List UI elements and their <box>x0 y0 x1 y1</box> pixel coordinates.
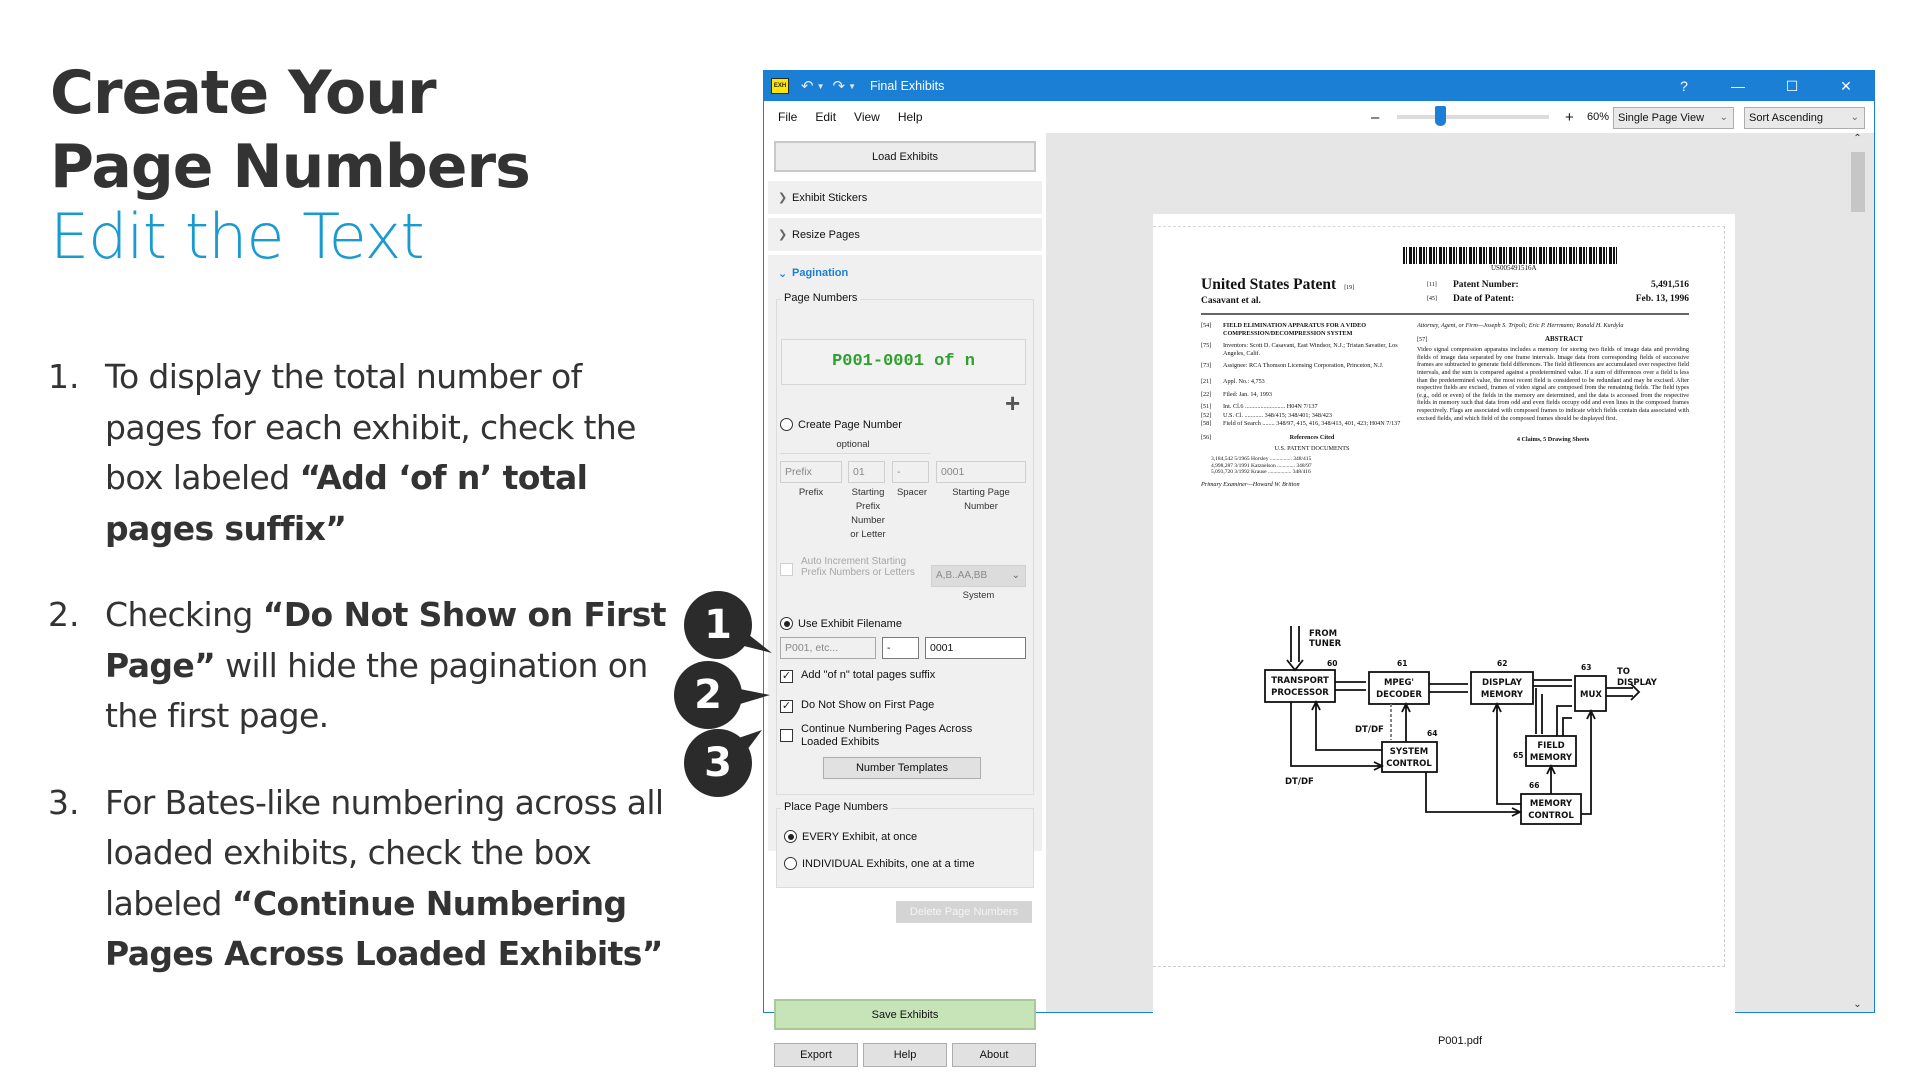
label: Patent Number: <box>1453 280 1519 290</box>
individual-exhibits-radio[interactable] <box>784 857 975 870</box>
group-label: Page Numbers <box>781 292 860 304</box>
patent-number: 5,491,516 <box>1651 280 1689 290</box>
zoom-in-button[interactable]: + <box>1565 108 1574 126</box>
checkbox-checked[interactable]: ✓ <box>781 670 792 682</box>
divider <box>780 453 930 454</box>
save-exhibits-button[interactable]: Save Exhibits <box>774 999 1036 1030</box>
references-list <box>1201 456 1401 476</box>
step-text-plain: Checking <box>105 595 263 634</box>
item-text: Filed: Jan. 14, 1993 <box>1223 390 1272 398</box>
svg-text:60: 60 <box>1327 659 1338 668</box>
checkbox[interactable] <box>780 563 793 576</box>
heading-tag: [19] <box>1344 285 1355 291</box>
slide-subtitle: Edit the Text <box>50 200 424 273</box>
menu-view[interactable]: View <box>854 110 880 124</box>
add-of-n-suffix-checkbox[interactable] <box>780 669 935 682</box>
starting-prefix-label: Starting Prefix Number or Letter <box>850 487 886 540</box>
tag: [73] <box>1201 362 1212 370</box>
abstract-title: ABSTRACT <box>1544 334 1584 343</box>
menu-help[interactable]: Help <box>897 110 923 124</box>
help-button[interactable]: Help <box>863 1043 947 1067</box>
number-templates-button[interactable]: Number Templates <box>823 757 981 779</box>
add-plus-icon[interactable]: + <box>1005 388 1021 418</box>
prefix-label: Prefix <box>798 487 824 498</box>
checkbox-label: Do Not Show on First Page <box>801 699 935 711</box>
prefix-input[interactable]: Prefix <box>780 461 842 483</box>
zoom-out-button[interactable]: – <box>1371 108 1380 126</box>
undo-icon[interactable]: ↶ <box>801 78 814 95</box>
minimize-button[interactable]: — <box>1731 78 1745 94</box>
step-text-plain: To display the total number of pages for each exhibit, check the box labeled <box>105 357 636 497</box>
app-logo-icon: EXH <box>771 78 789 94</box>
step-number: 3. <box>48 782 80 822</box>
menu-bar <box>764 101 1874 133</box>
callout-2: 2 <box>674 661 742 729</box>
about-button[interactable]: About <box>952 1043 1036 1067</box>
step-text-bold: “Add ‘of n’ total pages suffix” <box>105 458 588 548</box>
instruction-list <box>48 352 668 1016</box>
callout-1: 1 <box>684 591 752 659</box>
svg-text:MPEG': MPEG' <box>1383 678 1415 688</box>
svg-text:63: 63 <box>1581 663 1592 672</box>
radio-button[interactable] <box>784 857 797 870</box>
system-label: System <box>962 590 995 601</box>
document-filename: P001.pdf <box>1437 1035 1483 1047</box>
reference-row: 5,093,720 3/1992 Krause ................. 348/416 <box>1211 469 1311 476</box>
help-icon[interactable]: ? <box>1680 78 1688 94</box>
svg-text:64: 64 <box>1427 729 1438 738</box>
optional-label: optional <box>836 439 870 450</box>
spacer-input[interactable]: - <box>892 461 929 483</box>
radio-label: EVERY Exhibit, at once <box>802 830 918 843</box>
svg-text:65: 65 <box>1513 751 1524 760</box>
instruction-step-3 <box>48 778 668 980</box>
tag: [57] <box>1417 335 1428 343</box>
scroll-down-icon[interactable]: ⌄ <box>1853 999 1862 1010</box>
chevron-right-icon: ❯ <box>778 192 788 204</box>
zoom-control <box>1371 101 1609 133</box>
attorney: Attorney, Agent, or Firm—Joseph S. Tripoli; Eric P. Herrmann; Ronald H. Kurdyla <box>1417 322 1624 329</box>
svg-text:FIELD: FIELD <box>1537 741 1565 751</box>
svg-text:PROCESSOR: PROCESSOR <box>1271 688 1329 698</box>
pagination-panel <box>768 283 1042 918</box>
step-text <box>105 352 668 554</box>
checkbox-label: Auto Increment Starting Prefix Numbers or Letters <box>801 556 915 578</box>
item-text: Inventors: Scott D. Casavant, East Windsor, N.J.; Tristan Savatier, Los Angeles, Calif. <box>1223 342 1398 357</box>
svg-text:MEMORY: MEMORY <box>1529 799 1573 809</box>
close-button[interactable]: ✕ <box>1840 77 1852 94</box>
step-text-bold: “Continue Numbering Pages Across Loaded Exhibits” <box>105 883 663 973</box>
document-authors: Casavant et al. <box>1201 296 1261 306</box>
patent-date: Feb. 13, 1996 <box>1635 294 1689 304</box>
chevron-down-icon: ⌄ <box>1719 112 1728 123</box>
filename-prefix-input[interactable]: P001, etc... <box>780 637 876 659</box>
chevron-down-icon: ⌄ <box>1850 112 1859 123</box>
group-label: Place Page Numbers <box>781 801 891 813</box>
step-text <box>105 778 668 980</box>
zoom-slider-thumb[interactable] <box>1435 106 1446 126</box>
svg-text:TRANSPORT: TRANSPORT <box>1271 676 1329 686</box>
svg-text:DT/DF: DT/DF <box>1355 725 1384 735</box>
svg-text:SYSTEM: SYSTEM <box>1389 747 1429 757</box>
reference-row: 3,184,542 5/1965 Horsley ................ 348/415 <box>1211 456 1312 463</box>
svg-text:DISPLAY: DISPLAY <box>1482 678 1522 688</box>
load-exhibits-button[interactable]: Load Exhibits <box>774 141 1036 172</box>
undo-dropdown-icon[interactable]: ▼ <box>816 81 825 91</box>
section-label: Exhibit Stickers <box>792 191 868 204</box>
instruction-step-2 <box>48 590 668 742</box>
item-text: References Cited <box>1289 433 1335 441</box>
radio-button[interactable] <box>784 830 797 843</box>
step-text-plain: will hide the pagination on the first page. <box>105 645 648 735</box>
create-page-number-radio[interactable] <box>780 418 902 431</box>
chevron-down-icon: ⌄ <box>778 267 788 280</box>
export-button[interactable]: Export <box>774 1043 858 1067</box>
checkbox-label: Continue Numbering Pages Across Loaded Exhibits <box>801 723 973 748</box>
left-column <box>1201 322 1401 488</box>
starting-page-number-label: Starting Page Number <box>952 487 1010 512</box>
tag: [54] <box>1201 322 1212 329</box>
svg-text:DISPLAY: DISPLAY <box>1617 678 1657 688</box>
checkbox-checked[interactable]: ✓ <box>781 700 792 712</box>
abstract-text: Video signal compression apparatus includes a memory for storing two fields of image data and providing fields of image data separated by one frame intervals. Image data from corresponding fields of successive frames are subtracted to generate field differences. The field differences are accumulated over respective field intervals, and the sum is compared against a predetermined value. If a sum of differences over a field is less than the predetermined value, the most recent field is considered to be redundant and may be excised. After respective fields are excised, frames of video signal are composed from the remaining fields. The field types (e.g., odd or even) of the fields in the memory are determined, and the data is accessed from the respective fields in memory such that data from odd and even fields occupy odd and even lines in the composed frames respectively. Flags are associated with composed frames to indicate which fields contain data associated with excised fields, and which field of the composed frames should be displayed first. <box>1417 346 1689 422</box>
place-page-numbers-group <box>776 801 1034 888</box>
auto-increment-checkbox[interactable] <box>780 556 920 578</box>
delete-page-numbers-button[interactable]: Delete Page Numbers <box>896 901 1032 923</box>
window-title: Final Exhibits <box>870 79 945 93</box>
menu-file[interactable]: File <box>778 110 798 124</box>
svg-text:MEMORY: MEMORY <box>1529 753 1573 763</box>
item-text: Int. Cl.6 .......................... H04N 7/137 <box>1223 403 1318 411</box>
tag: [75] <box>1201 342 1212 350</box>
radio-button[interactable] <box>780 418 793 431</box>
spacer-label: Spacer <box>896 487 928 498</box>
svg-text:62: 62 <box>1497 659 1508 668</box>
document-page <box>1153 214 1735 1017</box>
tag: [45] <box>1427 296 1437 302</box>
svg-text:TUNER: TUNER <box>1309 639 1342 649</box>
scroll-up-icon[interactable]: ⌃ <box>1853 133 1862 144</box>
sort-select[interactable] <box>1744 107 1865 129</box>
every-exhibit-radio[interactable] <box>784 830 917 843</box>
left-panel <box>764 133 1044 1061</box>
claims-summary: 4 Claims, 5 Drawing Sheets <box>1516 436 1590 444</box>
reference-row: 4,998,287 3/1991 Katznelson ............. 348/97 <box>1211 462 1312 469</box>
numbering-system-select[interactable] <box>931 565 1026 587</box>
tag: [11] <box>1427 282 1437 288</box>
zoom-value: 60% <box>1587 111 1610 123</box>
svg-text:MEMORY: MEMORY <box>1480 690 1524 700</box>
filename-start-number-input[interactable]: 0001 <box>925 637 1026 659</box>
filename-spacer-input[interactable]: - <box>882 637 919 659</box>
svg-text:61: 61 <box>1397 659 1408 668</box>
examiner: Primary Examiner—Howard W. Britton <box>1201 480 1300 488</box>
view-mode-value: Single Page View <box>1618 112 1705 124</box>
item-text: Appl. No.: 4,753 <box>1223 377 1265 385</box>
barcode <box>1403 247 1619 264</box>
from-tuner-label: FROM <box>1309 629 1338 639</box>
scrollbar-thumb[interactable] <box>1851 152 1865 212</box>
label: Date of Patent: <box>1453 294 1515 304</box>
svg-text:CONTROL: CONTROL <box>1386 759 1432 769</box>
use-exhibit-filename-radio[interactable] <box>780 617 902 630</box>
numbering-system-value: A,B..AA,BB <box>936 570 988 581</box>
radio-label: INDIVIDUAL Exhibits, one at a time <box>802 857 975 870</box>
section-label: Pagination <box>792 267 849 279</box>
svg-text:CONTROL: CONTROL <box>1528 811 1574 821</box>
document-viewer[interactable] <box>1046 133 1874 1047</box>
step-text-bold: “Do Not Show on First Page” <box>105 595 666 685</box>
svg-text:66: 66 <box>1529 781 1540 790</box>
window-body <box>764 133 1874 1061</box>
dt-df-label: DT/DF <box>1285 777 1314 787</box>
item-text: U.S. Cl. ............ 348/415; 348/401; 348/423 <box>1223 411 1332 419</box>
chevron-right-icon: ❯ <box>778 229 788 241</box>
step-text-plain: For Bates-like numbering across all loaded exhibits, check the box labeled <box>105 782 664 923</box>
chevron-down-icon: ⌄ <box>1011 570 1020 581</box>
redo-dropdown-icon[interactable]: ▼ <box>848 81 856 91</box>
item-text: Assignee: RCA Thomson Licensing Corporation, Princeton, N.J. <box>1223 362 1384 370</box>
menu-edit[interactable]: Edit <box>815 110 837 124</box>
svg-text:MUX: MUX <box>1580 690 1602 700</box>
app-window <box>763 70 1875 1061</box>
barcode-number: US005491516A <box>1491 264 1537 272</box>
step-number: 1. <box>48 357 80 396</box>
starting-prefix-input[interactable]: 01 <box>848 461 885 483</box>
tag: [52] <box>1201 411 1212 419</box>
zoom-slider[interactable] <box>1397 115 1549 119</box>
do-not-show-first-page-checkbox[interactable] <box>780 699 934 712</box>
instruction-step-1 <box>48 352 668 554</box>
continue-numbering-checkbox[interactable] <box>780 723 980 749</box>
slide-title-line1: Create Your <box>50 58 436 128</box>
patent-info <box>1427 280 1689 308</box>
view-mode-select[interactable] <box>1613 107 1734 129</box>
redo-icon[interactable]: ↷ <box>832 78 846 95</box>
heading-text: United States Patent <box>1201 276 1337 293</box>
svg-text:DECODER: DECODER <box>1376 690 1422 700</box>
slide-title <box>50 56 530 204</box>
document-heading <box>1201 276 1354 294</box>
step-text <box>105 590 668 742</box>
heading-rule <box>1201 313 1689 315</box>
tag: [22] <box>1201 390 1212 398</box>
title-bar <box>764 71 1874 101</box>
step-number: 2. <box>48 595 80 634</box>
vertical-scrollbar[interactable] <box>1849 133 1866 1012</box>
sort-value: Sort Ascending <box>1749 112 1823 124</box>
radio-label: Create Page Number <box>798 418 902 431</box>
us-patent-docs-heading: U.S. PATENT DOCUMENTS <box>1274 444 1350 452</box>
section-exhibit-stickers[interactable] <box>768 181 1042 214</box>
tag: [51] <box>1201 403 1212 411</box>
radio-label: Use Exhibit Filename <box>798 617 902 630</box>
block-diagram <box>1261 624 1671 834</box>
section-resize-pages[interactable] <box>768 218 1042 251</box>
tag: [58] <box>1201 420 1212 428</box>
slide-title-line2: Page Numbers <box>50 132 530 202</box>
item-text: Field of Search ........ 348/97, 415, 416, 348/413, 401, 423; H04N 7/137 <box>1223 420 1401 428</box>
page-number-preview: P001-0001 of n <box>781 339 1026 385</box>
checkbox-label: Add "of n" total pages suffix <box>801 669 936 681</box>
starting-page-number-input[interactable]: 0001 <box>936 461 1026 483</box>
section-label: Resize Pages <box>792 228 860 241</box>
svg-text:TO: TO <box>1617 667 1631 677</box>
callout-3: 3 <box>684 729 752 797</box>
tag: [56] <box>1201 433 1212 441</box>
right-column <box>1417 322 1689 444</box>
item-text: FIELD ELIMINATION APPARATUS FOR A VIDEO COMPRESSION/DECOMPRESSION SYSTEM <box>1223 322 1367 337</box>
maximize-button[interactable]: ☐ <box>1785 77 1799 94</box>
tag: [21] <box>1201 377 1212 385</box>
